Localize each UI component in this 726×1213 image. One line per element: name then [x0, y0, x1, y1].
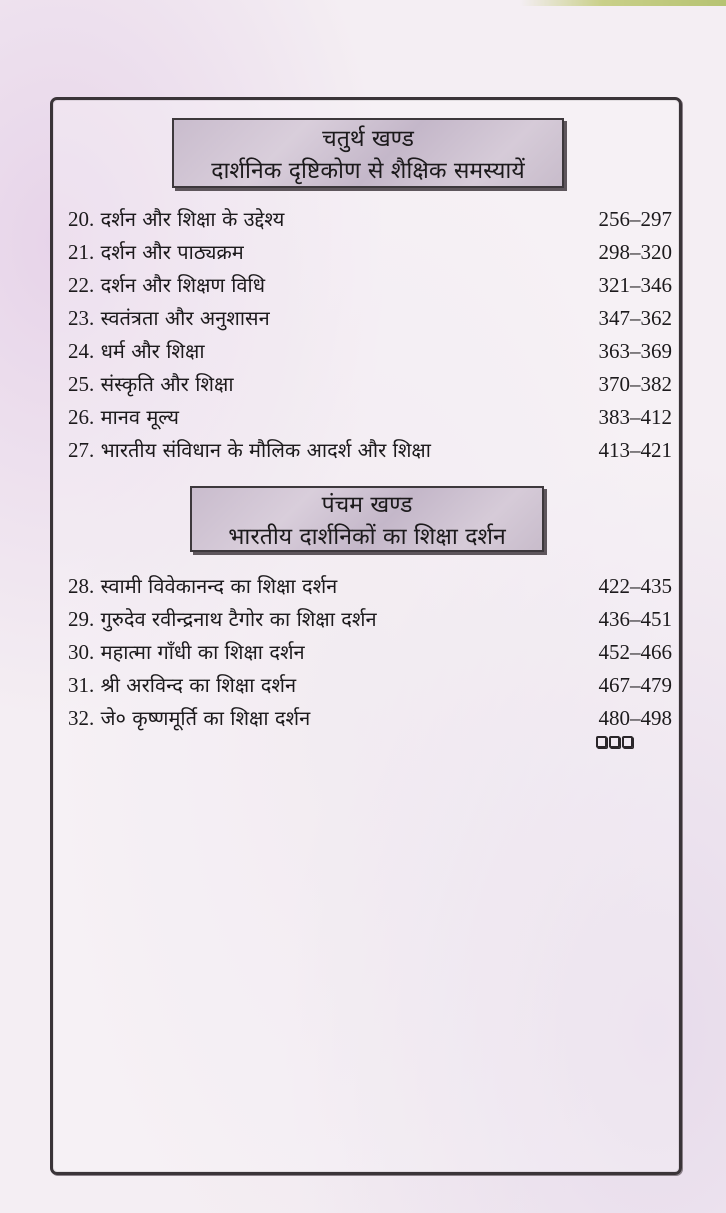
contents-entry: [68, 570, 672, 603]
hollow-square-icon: [622, 736, 633, 748]
chapter-title: भारतीय संविधान के मौलिक आदर्श और शिक्षा: [100, 438, 431, 462]
section-number-label: चतुर्थ खण्ड: [322, 126, 414, 152]
section-number-label: पंचम खण्ड: [321, 492, 413, 518]
chapter-title: धर्म और शिक्षा: [100, 339, 205, 363]
contents-entry: [68, 236, 672, 269]
section-heading-5: [190, 486, 544, 552]
page-range: 480–498: [598, 706, 672, 730]
chapter-number: 20.: [68, 207, 95, 231]
section-heading-4: [172, 118, 564, 188]
chapter-title: श्री अरविन्द का शिक्षा दर्शन: [100, 673, 297, 697]
chapter-title: दर्शन और पाठ्यक्रम: [100, 240, 244, 264]
chapter-title: दर्शन और शिक्षण विधि: [100, 273, 266, 297]
contents-entry: [68, 368, 672, 401]
page-range: 298–320: [598, 240, 672, 264]
contents-entry: [68, 269, 672, 302]
chapter-number: 29.: [68, 607, 95, 631]
page-range: 467–479: [598, 673, 672, 697]
hollow-square-icon: [609, 736, 620, 748]
contents-entry: [68, 434, 672, 467]
page-range: 321–346: [598, 273, 672, 297]
page-range: 436–451: [598, 607, 672, 631]
page-range: 452–466: [598, 640, 672, 664]
contents-entry: [68, 401, 672, 434]
page-range: 422–435: [598, 574, 672, 598]
chapter-number: 26.: [68, 405, 95, 429]
chapter-title: मानव मूल्य: [100, 405, 180, 429]
contents-entry: [68, 335, 672, 368]
page-range: 363–369: [598, 339, 672, 363]
chapter-title: जे० कृष्णमूर्ति का शिक्षा दर्शन: [100, 706, 311, 730]
chapter-title: स्वतंत्रता और अनुशासन: [100, 306, 270, 330]
chapter-title: गुरुदेव रवीन्द्रनाथ टैगोर का शिक्षा दर्शन: [100, 607, 377, 631]
contents-entry: [68, 636, 672, 669]
page-range: 347–362: [598, 306, 672, 330]
page-range: 256–297: [598, 207, 672, 231]
chapter-number: 28.: [68, 574, 95, 598]
chapter-number: 22.: [68, 273, 95, 297]
contents-list-section-4: [68, 203, 672, 467]
chapter-number: 23.: [68, 306, 95, 330]
chapter-title: स्वामी विवेकानन्द का शिक्षा दर्शन: [100, 574, 338, 598]
end-of-section-ornament: [596, 736, 633, 754]
contents-entry: [68, 603, 672, 636]
contents-entry: [68, 302, 672, 335]
contents-entry: [68, 669, 672, 702]
chapter-number: 30.: [68, 640, 95, 664]
chapter-number: 31.: [68, 673, 95, 697]
chapter-title: महात्मा गाँधी का शिक्षा दर्शन: [100, 640, 305, 664]
chapter-title: संस्कृति और शिक्षा: [100, 372, 234, 396]
section-title: भारतीय दार्शनिकों का शिक्षा दर्शन: [228, 524, 506, 550]
page-range: 383–412: [598, 405, 672, 429]
contents-entry: [68, 702, 672, 735]
section-title: दार्शनिक दृष्टिकोण से शैक्षिक समस्यायें: [211, 158, 525, 184]
contents-list-section-5: [68, 570, 672, 735]
page-range: 370–382: [598, 372, 672, 396]
chapter-number: 27.: [68, 438, 95, 462]
chapter-number: 32.: [68, 706, 95, 730]
chapter-number: 25.: [68, 372, 95, 396]
chapter-number: 24.: [68, 339, 95, 363]
top-edge-stripe: [520, 0, 726, 6]
chapter-title: दर्शन और शिक्षा के उद्देश्य: [100, 207, 285, 231]
page-range: 413–421: [598, 438, 672, 462]
chapter-number: 21.: [68, 240, 95, 264]
hollow-square-icon: [596, 736, 607, 748]
contents-entry: [68, 203, 672, 236]
